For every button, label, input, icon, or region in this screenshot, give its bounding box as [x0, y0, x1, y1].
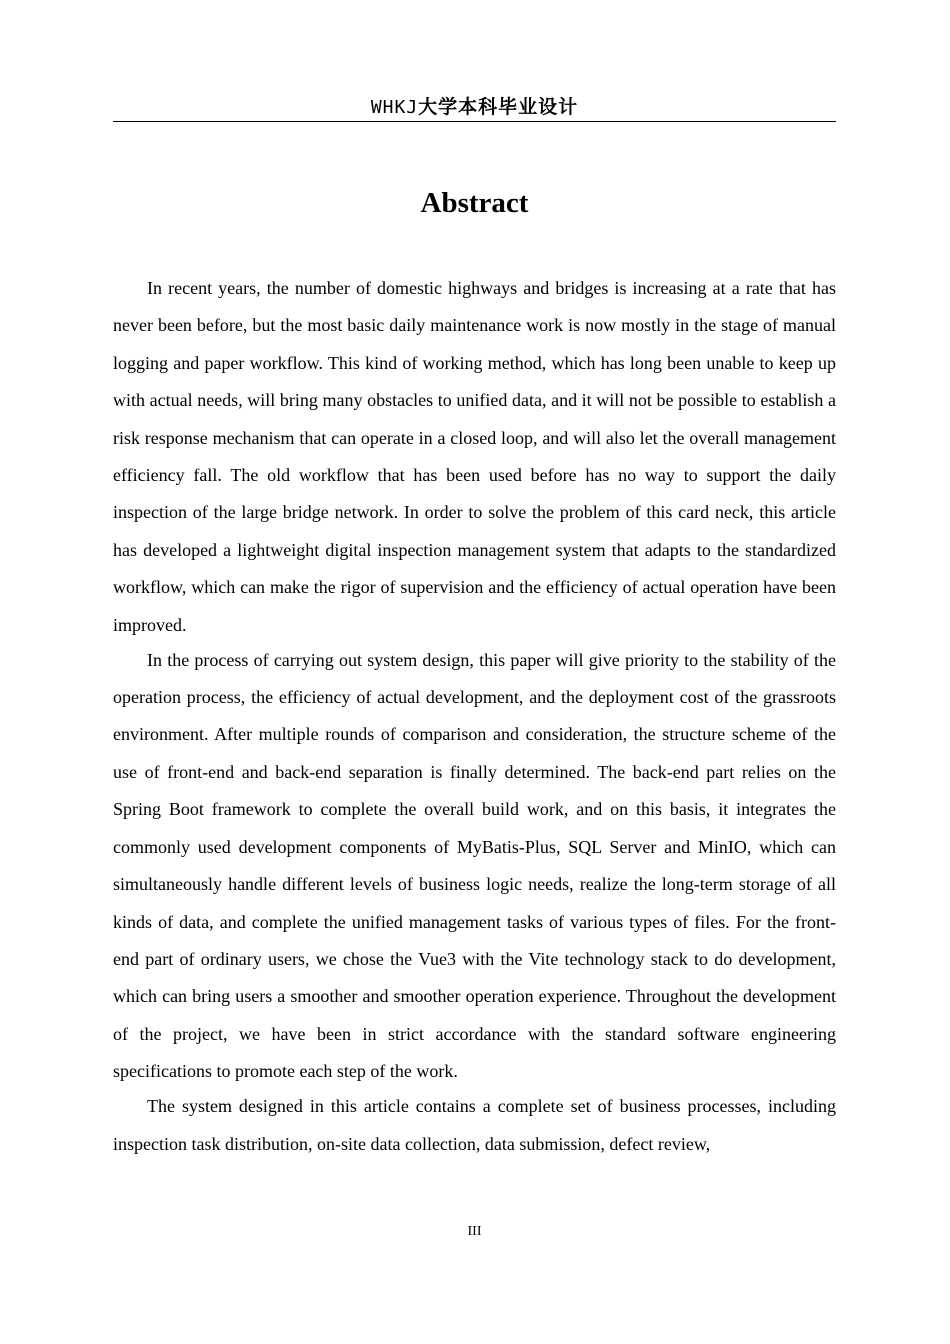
abstract-body	[113, 270, 836, 1161]
abstract-paragraph-2: In the process of carrying out system design, this paper will give priority to the stability of the operation process, the efficiency of actual development, and the deployment cost of the grassroots environment. After multiple rounds of comparison and consideration, the structure scheme of the use of front-end and back-end separation is finally determined. The back-end part relies on the Spring Boot framework to complete the overall build work, and on this basis, it integrates the commonly used development components of MyBatis-Plus, SQL Server and MinIO, which can simultaneously handle different levels of business logic needs, realize the long-term storage of all kinds of data, and complete the unified management tasks of various types of files. For the front-end part of ordinary users, we chose the Vue3 with the Vite technology stack to do development, which can bring users a smoother and smoother operation experience. Throughout the development of the project, we have been in strict accordance with the standard software engineering specifications to promote each step of the work.	[113, 649, 836, 1082]
abstract-paragraph-3: The system designed in this article contains a complete set of business processes, including inspection task distribution, on-site data collection, data submission, defect review,	[113, 1096, 836, 1154]
header-title: 大学本科毕业设计	[418, 96, 579, 118]
abstract-title: Abstract	[420, 187, 529, 219]
abstract-paragraph-1: In recent years, the number of domestic highways and bridges is increasing at a rate that has never been before, but the most basic daily maintenance work is now mostly in the stage of manual logging and paper workflow. This kind of working method, which has long been unable to keep up with actual needs, will bring many obstacles to unified data, and it will not be possible to establish a risk response mechanism that can operate in a closed loop, and will also let the overall management efficiency fall. The old workflow that has been used before has no way to support the daily inspection of the large bridge network. In order to solve the problem of this card neck, this article has developed a lightweight digital inspection management system that adapts to the standardized workflow, which can make the rigor of supervision and the efficiency of actual operation have been improved.	[113, 278, 836, 635]
page-number: III	[467, 1224, 482, 1239]
header-institution: WHKJ	[370, 97, 419, 118]
running-header	[113, 94, 836, 120]
header-rule	[113, 121, 836, 122]
